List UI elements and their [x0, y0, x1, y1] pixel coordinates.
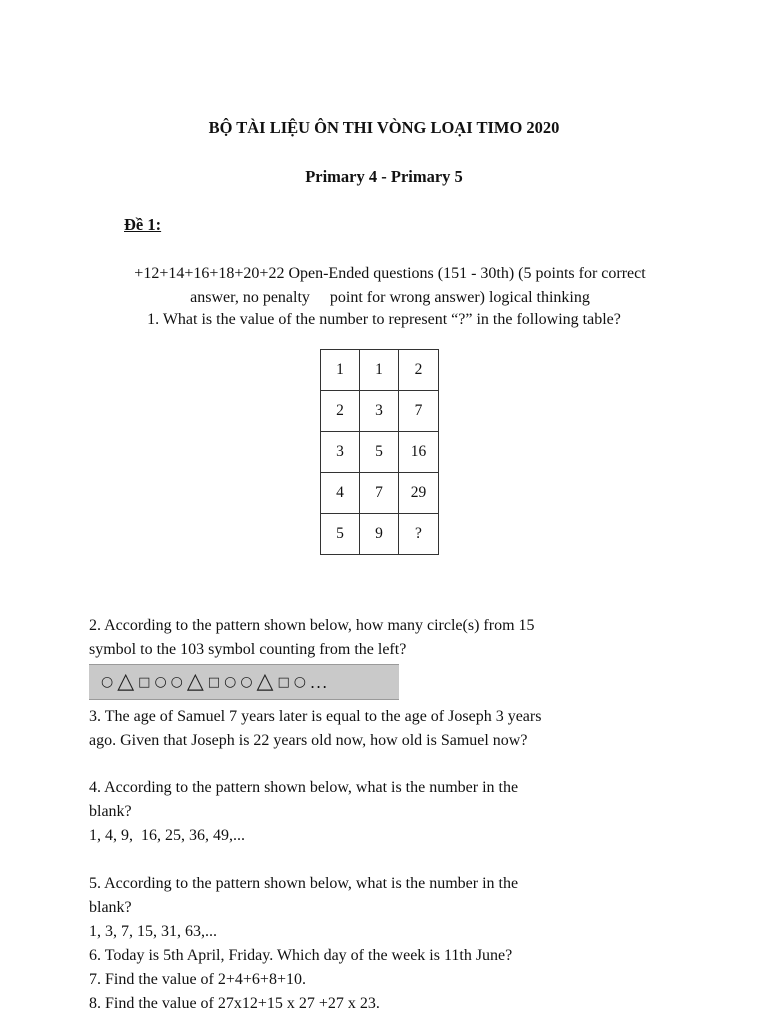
circle-icon: ○ — [293, 674, 306, 690]
circle-icon: ○ — [224, 674, 237, 690]
document-title: BỘ TÀI LIỆU ÔN THI VÒNG LOẠI TIMO 2020 — [208, 118, 560, 137]
question-6: 6. Today is 5th April, Friday. Which day of the week is 11th June? — [89, 947, 513, 964]
table-row — [321, 350, 439, 391]
table-cell: 9 — [360, 514, 399, 555]
question-7: 7. Find the value of 2+4+6+8+10. — [89, 971, 306, 988]
table-cell: 7 — [399, 391, 439, 432]
question-5 — [89, 872, 609, 1016]
table-row — [321, 514, 439, 555]
table-cell: 7 — [360, 473, 399, 514]
question-2-line-2: symbol to the 103 symbol counting from the left? — [89, 641, 407, 658]
question-4-line-2: blank? — [89, 803, 132, 820]
pattern-ellipsis: ... — [309, 672, 329, 692]
intro-line-2: answer, no penalty point for wrong answer) logical thinking — [190, 289, 590, 306]
square-icon: □ — [277, 674, 290, 690]
document-subtitle: Primary 4 - Primary 5 — [305, 167, 463, 186]
circle-icon: ○ — [154, 674, 167, 690]
question-5-line-1: 5. According to the pattern shown below, what is the number in the — [89, 875, 519, 892]
square-icon: □ — [138, 674, 151, 690]
question-3-line-1: 3. The age of Samuel 7 years later is equal to the age of Joseph 3 years — [89, 708, 542, 725]
intro-paragraph — [100, 262, 680, 310]
question-4 — [89, 776, 609, 848]
intro-line-1: +12+14+16+18+20+22 Open-Ended questions (151 - 30th) (5 points for correct — [134, 265, 646, 282]
question-8: 8. Find the value of 27x12+15 x 27 +27 x 23. — [89, 995, 380, 1012]
table-cell: ? — [399, 514, 439, 555]
table-cell: 2 — [321, 391, 360, 432]
section-heading: Đề 1: — [124, 215, 162, 234]
table-cell: 16 — [399, 432, 439, 473]
question-3-line-2: ago. Given that Joseph is 22 years old now, how old is Samuel now? — [89, 732, 528, 749]
square-icon: □ — [207, 674, 221, 690]
table-cell: 2 — [399, 350, 439, 391]
symbol-pattern-strip — [89, 664, 399, 700]
question-5-sequence: 1, 3, 7, 15, 31, 63,... — [89, 923, 217, 940]
question-3 — [89, 705, 609, 753]
table-cell: 1 — [360, 350, 399, 391]
triangle-icon: △ — [117, 669, 135, 694]
triangle-icon: △ — [186, 669, 204, 694]
table-row — [321, 432, 439, 473]
table-cell: 3 — [321, 432, 360, 473]
table-cell: 29 — [399, 473, 439, 514]
table-cell: 5 — [360, 432, 399, 473]
question-2 — [89, 614, 609, 662]
question-4-sequence: 1, 4, 9, 16, 25, 36, 49,... — [89, 827, 245, 844]
circle-icon: ○ — [240, 674, 253, 690]
question-2-line-1: 2. According to the pattern shown below, how many circle(s) from 15 — [89, 617, 535, 634]
question-5-line-2: blank? — [89, 899, 132, 916]
table-cell: 4 — [321, 473, 360, 514]
question-1-table — [320, 349, 439, 555]
question-4-line-1: 4. According to the pattern shown below, what is the number in the — [89, 779, 519, 796]
circle-icon: ○ — [101, 674, 114, 690]
table-cell: 1 — [321, 350, 360, 391]
question-1-text: 1. What is the value of the number to represent “?” in the following table? — [147, 311, 621, 328]
table-cell: 3 — [360, 391, 399, 432]
table-row — [321, 473, 439, 514]
table-row — [321, 391, 439, 432]
table-cell: 5 — [321, 514, 360, 555]
circle-icon: ○ — [170, 674, 183, 690]
triangle-icon: △ — [256, 669, 274, 694]
